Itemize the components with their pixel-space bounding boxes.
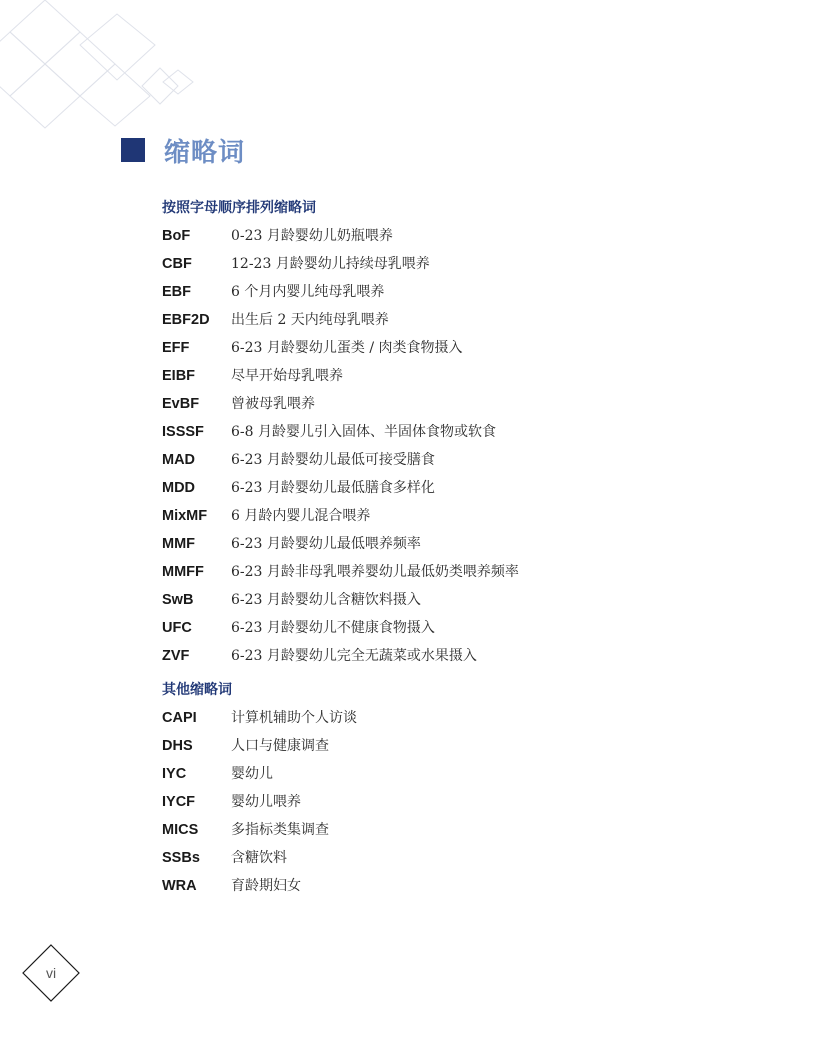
list-item: [162, 474, 519, 502]
abbreviation: MICS: [162, 822, 199, 838]
abbreviation: EFF: [162, 340, 190, 356]
section-heading: 按照字母顺序排列缩略词: [162, 200, 316, 216]
abbreviation: BoF: [162, 228, 191, 244]
list-item: [162, 816, 357, 844]
list-item: [162, 614, 519, 642]
abbreviation: EBF: [162, 284, 191, 300]
abbreviation-description: 出生后 2 天内纯母乳喂养: [231, 312, 389, 328]
abbreviation: MDD: [162, 480, 196, 496]
alphabetical-abbreviations-section: [162, 194, 519, 670]
abbreviation-description: 6-23 月龄婴幼儿完全无蔬菜或水果摄入: [231, 648, 477, 664]
abbreviation: SwB: [162, 592, 194, 608]
abbreviation: SSBs: [162, 850, 200, 866]
list-item: [162, 306, 519, 334]
abbreviation-description: 计算机辅助个人访谈: [231, 710, 357, 726]
abbreviation: EvBF: [162, 396, 200, 412]
abbreviation-description: 12-23 月龄婴幼儿持续母乳喂养: [231, 256, 430, 272]
list-item: [162, 586, 519, 614]
list-item: [162, 278, 519, 306]
abbreviation-description: 6-23 月龄婴幼儿不健康食物摄入: [231, 620, 435, 636]
list-item: [162, 704, 357, 732]
abbreviation: DHS: [162, 738, 193, 754]
decorative-diamond-pattern: [0, 0, 200, 130]
section-heading: 其他缩略词: [162, 682, 232, 698]
list-item: [162, 642, 519, 670]
list-item: [162, 872, 357, 900]
abbreviation-description: 6-8 月龄婴儿引入固体、半固体食物或软食: [231, 424, 496, 440]
abbreviation-description: 人口与健康调查: [231, 738, 329, 754]
page-number: vi: [45, 965, 57, 981]
abbreviation: MixMF: [162, 508, 208, 524]
list-item: [162, 844, 357, 872]
list-item: [162, 250, 519, 278]
abbreviation: MMF: [162, 536, 196, 552]
abbreviation: IYCF: [162, 794, 196, 810]
abbreviation-description: 6-23 月龄非母乳喂养婴幼儿最低奶类喂养频率: [231, 564, 519, 580]
abbreviation: MMFF: [162, 564, 204, 580]
list-item: [162, 530, 519, 558]
list-item: [162, 418, 519, 446]
abbreviation-description: 育龄期妇女: [231, 878, 301, 894]
abbreviation-description: 6-23 月龄婴幼儿含糖饮料摄入: [231, 592, 421, 608]
abbreviation-description: 6-23 月龄婴幼儿最低喂养频率: [231, 536, 421, 552]
abbreviation: EBF2D: [162, 312, 210, 328]
list-item: [162, 334, 519, 362]
other-abbreviations-section: [162, 676, 357, 900]
abbreviation: ISSSF: [162, 424, 204, 440]
abbreviation: WRA: [162, 878, 197, 894]
list-item: [162, 390, 519, 418]
abbreviation-description: 婴幼儿: [231, 766, 273, 782]
abbreviation-description: 曾被母乳喂养: [231, 396, 315, 412]
abbreviation-description: 6 个月内婴儿纯母乳喂养: [231, 284, 385, 300]
page-number-badge: [22, 944, 80, 1002]
abbreviation: MAD: [162, 452, 196, 468]
title-marker-square: [121, 138, 145, 162]
list-item: [162, 502, 519, 530]
abbreviation-description: 6-23 月龄婴幼儿蛋类 / 肉类食物摄入: [231, 340, 463, 356]
abbreviation-description: 6-23 月龄婴幼儿最低可接受膳食: [231, 452, 435, 468]
list-item: [162, 362, 519, 390]
abbreviation: IYC: [162, 766, 187, 782]
list-item: [162, 760, 357, 788]
list-item: [162, 558, 519, 586]
abbreviation-description: 婴幼儿喂养: [231, 794, 301, 810]
list-item: [162, 732, 357, 760]
list-item: [162, 446, 519, 474]
abbreviation-description: 尽早开始母乳喂养: [231, 368, 343, 384]
abbreviation-description: 6-23 月龄婴幼儿最低膳食多样化: [231, 480, 435, 496]
abbreviation-description: 0-23 月龄婴幼儿奶瓶喂养: [231, 228, 393, 244]
page-title: 缩略词: [164, 137, 246, 168]
abbreviation: CBF: [162, 256, 192, 272]
abbreviation: CAPI: [162, 710, 197, 726]
abbreviation-description: 多指标类集调查: [231, 822, 329, 838]
abbreviation: EIBF: [162, 368, 196, 384]
abbreviation: ZVF: [162, 648, 190, 664]
page-title-row: [121, 132, 245, 168]
list-item: [162, 788, 357, 816]
list-item: [162, 222, 519, 250]
abbreviation-description: 6 月龄内婴儿混合喂养: [231, 508, 371, 524]
abbreviation: UFC: [162, 620, 192, 636]
abbreviation-description: 含糖饮料: [231, 850, 287, 866]
